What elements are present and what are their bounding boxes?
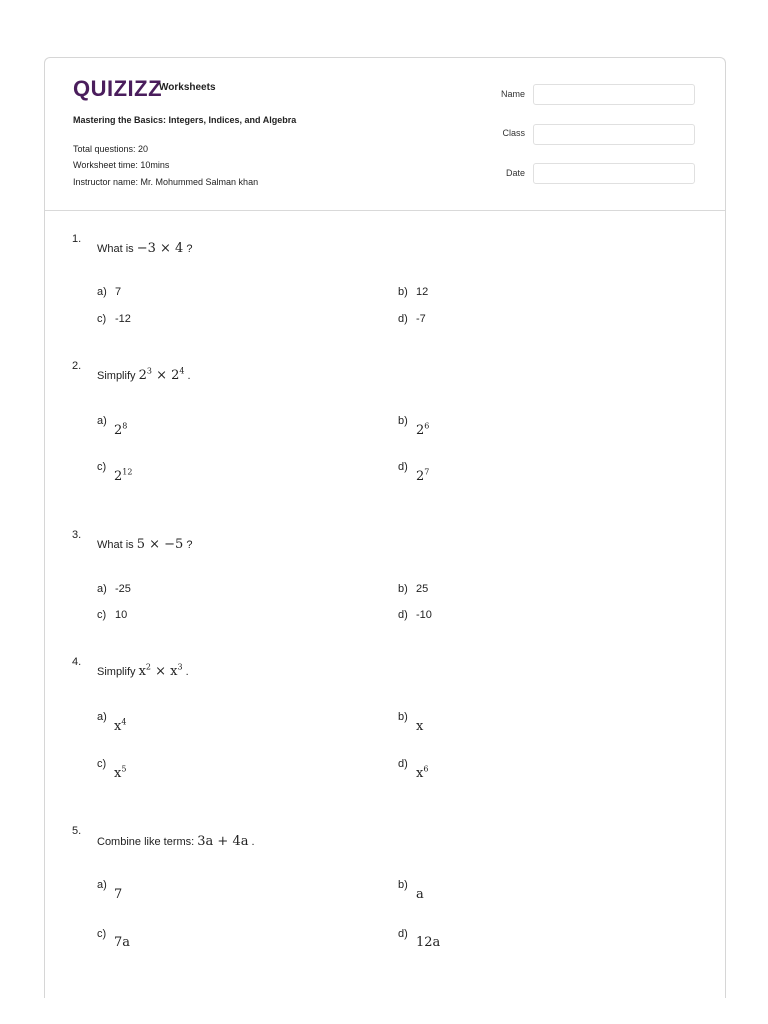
option-d[interactable]: $x^6$ [416,764,429,781]
option-a-label: a) [97,711,107,723]
option-c-label: c) [97,928,107,940]
option-b[interactable]: $2^6$ [416,421,430,438]
question-text: Combine like terms: 3a + 4a . [97,834,255,849]
option-b[interactable]: x [416,719,424,734]
option-a-label: a) [97,879,107,891]
option-c[interactable]: c) 10 [97,609,128,621]
option-a[interactable]: 7 [114,887,123,902]
question-number: 3. [72,529,82,541]
option-a[interactable]: a) -25 [97,583,131,595]
question-number: 1. [72,233,82,245]
question-text: What is −3 × 4 ? [97,241,193,256]
worksheet-header [45,58,725,211]
option-a[interactable]: a) 7 [97,286,122,298]
worksheet-time: Worksheet time: 10mins [73,160,170,170]
option-d[interactable]: d) -7 [398,313,426,325]
option-c[interactable]: c) -12 [97,313,131,325]
option-b[interactable]: b) 25 [398,583,429,595]
option-b-label: b) [398,879,408,891]
option-c-label: c) [97,758,107,770]
option-d[interactable]: $2^7$ [416,467,430,484]
quizizz-logo: QUIZIZZ [73,76,163,101]
question-text: Simplify $2^3 \times 2^4$ . [97,366,191,383]
instructor-name: Instructor name: Mr. Mohummed Salman khan [73,177,259,187]
total-questions: Total questions: 20 [73,144,149,154]
option-c[interactable]: $x^5$ [114,764,127,781]
option-d[interactable]: d) -10 [398,609,432,621]
question-number: 2. [72,360,82,372]
option-b[interactable]: b) 12 [398,286,429,298]
class-label: Class [502,128,525,138]
option-b-label: b) [398,415,408,427]
question-text: What is 5 × −5 ? [97,537,193,552]
worksheet-title: Mastering the Basics: Integers, Indices, and Algebra [73,115,297,125]
option-c[interactable]: $2^{12}$ [114,467,133,484]
worksheet-card [44,57,726,998]
option-d-label: d) [398,461,408,473]
option-a-label: a) [97,415,107,427]
option-b[interactable]: a [416,887,424,902]
option-b-label: b) [398,711,408,723]
name-label: Name [500,89,525,99]
question-text: Simplify $x^2 \times x^3$ . [97,662,189,679]
option-c-label: c) [97,461,107,473]
name-field[interactable] [533,84,695,105]
option-a[interactable]: $x^4$ [114,717,127,734]
option-a[interactable]: $2^8$ [114,421,128,438]
option-d-label: d) [398,758,408,770]
option-d-label: d) [398,928,408,940]
class-field[interactable] [533,124,695,145]
option-c[interactable]: 7a [114,935,131,950]
question-number: 5. [72,825,82,837]
question-number: 4. [72,656,82,668]
logo-subtitle: Worksheets [159,82,216,93]
date-field[interactable] [533,163,695,184]
option-d[interactable]: 12a [416,935,441,950]
date-label: Date [505,168,525,178]
